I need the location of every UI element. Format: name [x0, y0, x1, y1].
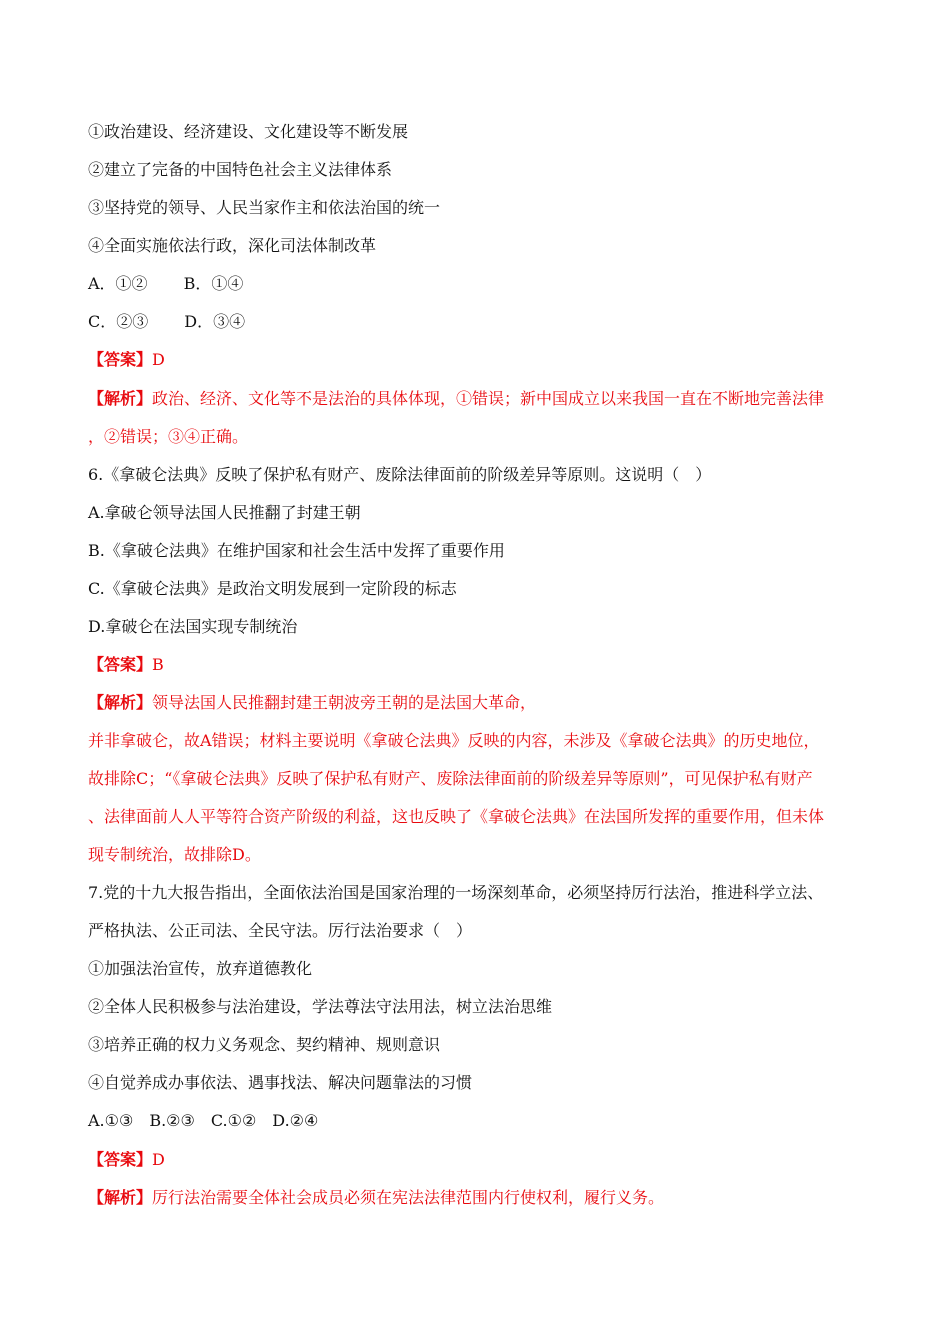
q6-option-a: A.拿破仑领导法国人民推翻了封建王朝: [88, 503, 361, 522]
q5-analysis-line-1: 政治、经济、文化等不是法治的具体体现，①错误；新中国成立以来我国一直在不断地完善法律: [152, 389, 825, 408]
q7-analysis-label: 【解析】: [88, 1188, 153, 1207]
q5-choices-row-1: [88, 273, 878, 295]
q6-analysis: [88, 692, 878, 714]
q7-answer-value: D: [152, 1150, 165, 1169]
q7-stem-line-1: 7.党的十九大报告指出，全面依法治国是国家治理的一场深刻革命，必须坚持厉行法治，推进科学立法、: [88, 883, 824, 902]
q6-analysis-line-3: 故排除C；“《拿破仑法典》反映了保护私有财产、废除法律面前的阶级差异等原则”，可见保护私有财产: [88, 769, 813, 788]
q6-analysis-line-5: 现专制统治，故排除D。: [88, 845, 261, 864]
q6-analysis-line-1: 领导法国人民推翻封建王朝波旁王朝的是法国大革命，: [152, 693, 537, 712]
q5-choice-c: C．②③: [88, 312, 149, 331]
q5-option-1: ①政治建设、经济建设、文化建设等不断发展: [88, 122, 409, 141]
q7-option-2: ②全体人民积极参与法治建设，学法尊法守法用法，树立法治思维: [88, 997, 553, 1016]
q7-choices: A.①③ B.②③ C.①② D.②④: [88, 1111, 319, 1130]
q7-option-1: ①加强法治宣传，放弃道德教化: [88, 959, 313, 978]
q6-option-d: D.拿破仑在法国实现专制统治: [88, 617, 298, 636]
q5-answer-label: 【答案】: [88, 350, 153, 369]
q6-analysis-label: 【解析】: [88, 693, 153, 712]
q5-choices-row-2: [88, 311, 878, 333]
q5-option-4: ④全面实施依法行政，深化司法体制改革: [88, 236, 377, 255]
q5-choice-b: B．①④: [183, 274, 244, 293]
q7-analysis-line-1: 厉行法治需要全体社会成员必须在宪法法律范围内行使权利，履行义务。: [152, 1188, 665, 1207]
q5-analysis-label: 【解析】: [88, 389, 153, 408]
q7-option-4: ④自觉养成办事依法、遇事找法、解决问题靠法的习惯: [88, 1073, 473, 1092]
q5-answer: [88, 349, 878, 371]
q6-analysis-line-2: 并非拿破仑，故A错误；材料主要说明《拿破仑法典》反映的内容，未涉及《拿破仑法典》的历史地位，: [88, 731, 820, 750]
q7-analysis: [88, 1187, 878, 1209]
q5-analysis: [88, 388, 878, 410]
q5-choice-a: A．①②: [88, 274, 148, 293]
q7-answer: [88, 1149, 878, 1171]
q5-answer-value: D: [152, 350, 165, 369]
q6-analysis-line-4: 、法律面前人人平等符合资产阶级的利益，这也反映了《拿破仑法典》在法国所发挥的重要作用，但未体: [88, 807, 825, 826]
q6-option-b: B.《拿破仑法典》在维护国家和社会生活中发挥了重要作用: [88, 541, 505, 560]
q5-analysis-line-2: ，②错误；③④正确。: [88, 427, 249, 446]
q6-stem: 6.《拿破仑法典》反映了保护私有财产、废除法律面前的阶级差异等原则。这说明（ ）: [88, 465, 712, 484]
q5-option-2: ②建立了完备的中国特色社会主义法律体系: [88, 160, 393, 179]
q5-choice-d: D．③④: [184, 312, 246, 331]
q7-answer-label: 【答案】: [88, 1150, 153, 1169]
q7-stem-line-2: 严格执法、公正司法、全民守法。厉行法治要求（ ）: [88, 921, 473, 940]
q6-answer-value: B: [152, 655, 164, 674]
q6-answer: [88, 654, 878, 676]
q6-option-c: C.《拿破仑法典》是政治文明发展到一定阶段的标志: [88, 579, 457, 598]
q5-option-3: ③坚持党的领导、人民当家作主和依法治国的统一: [88, 198, 441, 217]
q7-option-3: ③培养正确的权力义务观念、契约精神、规则意识: [88, 1035, 441, 1054]
q6-answer-label: 【答案】: [88, 655, 153, 674]
